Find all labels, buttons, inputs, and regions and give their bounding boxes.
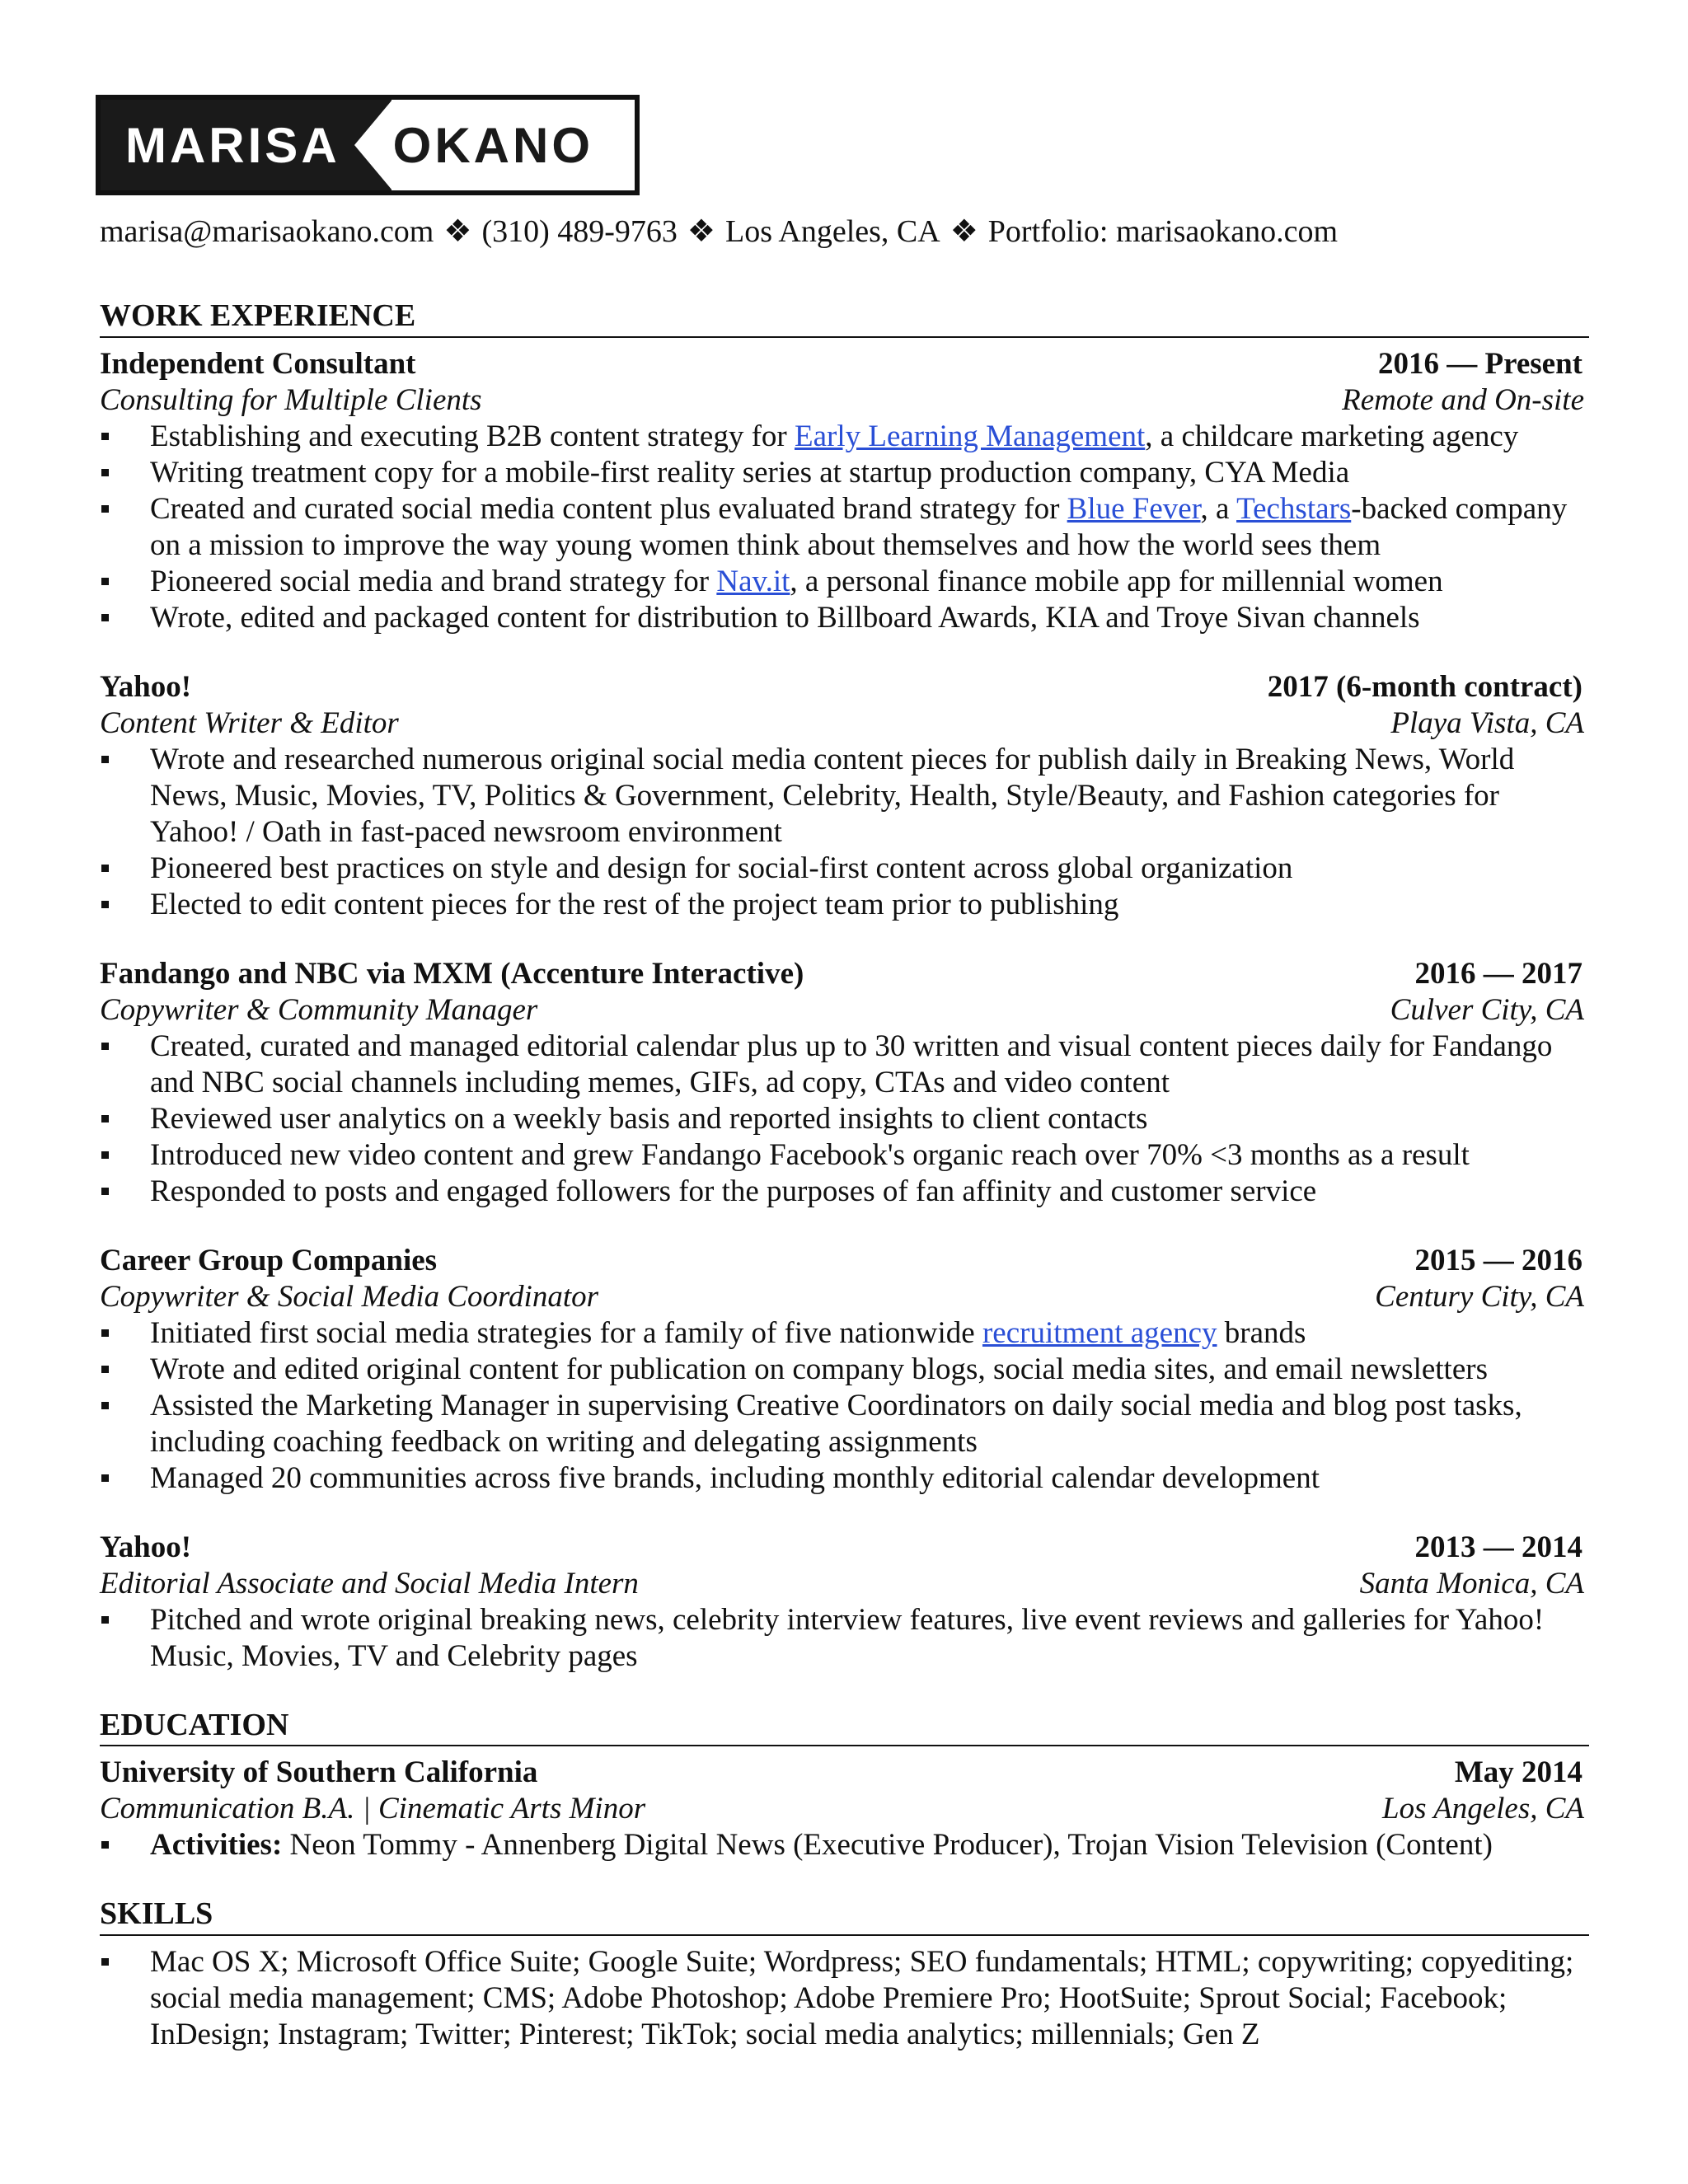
contact-email: marisa@marisaokano.com: [100, 214, 434, 249]
graduation-date: May 2014: [1454, 1755, 1582, 1790]
list-item: [100, 564, 1589, 600]
job-role: Copywriter & Community Manager: [100, 992, 538, 1027]
job-bullets: [100, 419, 1589, 636]
list-item: Reviewed user analytics on a weekly basis and reported insights to client contacts: [100, 1101, 1589, 1137]
job-location: Century City, CA: [1375, 1279, 1584, 1314]
list-item: Managed 20 communities across five brands, including monthly editorial calendar development: [100, 1460, 1589, 1497]
bullet-text: Pioneered social media and brand strategy for: [150, 564, 717, 598]
separator-icon: ❖: [950, 214, 978, 249]
list-item: [100, 419, 1589, 455]
contact-line: [100, 213, 1338, 250]
job-dates: 2016 — Present: [1378, 346, 1582, 381]
list-item: Wrote and edited original content for publication on company blogs, social media sites, and email newsletters: [100, 1352, 1589, 1388]
link-blue-fever[interactable]: Blue Fever: [1067, 491, 1201, 526]
list-item: Wrote and researched numerous original social media content pieces for publish daily in Breaking News, World News, Music, Movies, TV, Politics & Government, Celebrity, Health, Style/Beauty, and Fashion categories for Yahoo! / Oath in fast-paced newsroom environment: [100, 742, 1589, 851]
bullet-text: brands: [1217, 1315, 1306, 1350]
bullet-text: Created and curated social media content plus evaluated brand strategy for: [150, 491, 1067, 526]
bullet-text: , a childcare marketing agency: [1145, 419, 1519, 453]
separator-icon: ❖: [687, 214, 715, 249]
bullet-text: , a personal finance mobile app for millennial women: [790, 564, 1443, 598]
job-bullets: [100, 742, 1589, 923]
list-item: [100, 1315, 1589, 1352]
list-item: [100, 1827, 1589, 1863]
list-item: Responded to posts and engaged followers for the purposes of fan affinity and customer service: [100, 1174, 1589, 1210]
skills-bullets: [100, 1944, 1589, 2053]
job-dates: 2016 — 2017: [1414, 956, 1582, 991]
job-org: Career Group Companies: [100, 1243, 438, 1277]
activities-text: Neon Tommy - Annenberg Digital News (Executive Producer), Trojan Vision Television (Content): [282, 1828, 1493, 1863]
link-recruitment-agency[interactable]: recruitment agency: [982, 1315, 1217, 1350]
list-item: Created, curated and managed editorial calendar plus up to 30 written and visual content pieces daily for Fandango and NBC social channels including memes, GIFs, ad copy, CTAs and video content: [100, 1029, 1589, 1101]
list-item: Writing treatment copy for a mobile-first reality series at startup production company, CYA Media: [100, 455, 1589, 491]
job-dates: 2017 (6-month contract): [1267, 669, 1582, 704]
job-location: Remote and On-site: [1342, 382, 1584, 417]
list-item: Assisted the Marketing Manager in supervising Creative Coordinators on daily social media and blog post tasks, including coaching feedback on writing and delegating assignments: [100, 1388, 1589, 1460]
job-bullets: [100, 1602, 1589, 1675]
list-item: Wrote, edited and packaged content for distribution to Billboard Awards, KIA and Troye Sivan channels: [100, 600, 1589, 636]
job-role: Content Writer & Editor: [100, 705, 399, 740]
school-location: Los Angeles, CA: [1382, 1792, 1584, 1826]
logo-first-name: MARISA: [101, 100, 392, 190]
job-role: Consulting for Multiple Clients: [100, 382, 482, 417]
section-title-work: WORK EXPERIENCE: [100, 298, 1589, 338]
job-entry: [100, 669, 1589, 923]
job-bullets: [100, 1315, 1589, 1497]
link-early-learning-management[interactable]: Early Learning Management: [794, 419, 1146, 453]
bullet-text: -backed company on a mission to improve the way young women think about themselves and how the world sees them: [150, 491, 1568, 562]
job-location: Santa Monica, CA: [1359, 1566, 1584, 1601]
education-entry: [100, 1755, 1589, 1863]
job-org: Yahoo!: [100, 1530, 192, 1564]
section-title-skills: SKILLS: [100, 1896, 1589, 1936]
school-name: University of Southern California: [100, 1755, 538, 1790]
bullet-text: Initiated first social media strategies for a family of five nationwide: [150, 1315, 982, 1350]
link-techstars[interactable]: Techstars: [1236, 491, 1352, 526]
separator-icon: ❖: [443, 214, 472, 249]
link-nav-it[interactable]: Nav.it: [716, 564, 790, 598]
job-bullets: [100, 1029, 1589, 1210]
degree: Communication B.A. | Cinematic Arts Minor: [100, 1792, 646, 1826]
job-entry: [100, 956, 1589, 1210]
contact-portfolio: Portfolio: marisaokano.com: [987, 214, 1339, 249]
list-item: Introduced new video content and grew Fandango Facebook's organic reach over 70% <3 months as a result: [100, 1137, 1589, 1174]
section-title-education: EDUCATION: [100, 1708, 1589, 1747]
job-org: Independent Consultant: [100, 346, 416, 381]
job-entry: [100, 1530, 1589, 1675]
list-item: Mac OS X; Microsoft Office Suite; Google Suite; Wordpress; SEO fundamentals; HTML; copywriting; copyediting; social media management; CMS; Adobe Photoshop; Adobe Premiere Pro; HootSuite; Sprout Social; Facebook; InDesign; Instagram; Twitter; Pinterest; TikTok; social media analytics; millennials; Gen Z: [100, 1944, 1589, 2053]
contact-location: Los Angeles, CA: [725, 214, 940, 249]
logo-last-name: OKANO: [392, 100, 593, 190]
resume-body: [100, 298, 1589, 2053]
job-dates: 2013 — 2014: [1414, 1530, 1582, 1564]
job-org: Fandango and NBC via MXM (Accenture Interactive): [100, 956, 804, 991]
name-logo: [96, 95, 640, 195]
list-item: [100, 491, 1589, 564]
job-location: Culver City, CA: [1390, 992, 1584, 1027]
education-bullets: [100, 1827, 1589, 1863]
list-item: Pioneered best practices on style and design for social-first content across global organization: [100, 851, 1589, 887]
list-item: Pitched and wrote original breaking news, celebrity interview features, live event reviews and galleries for Yahoo! Music, Movies, TV and Celebrity pages: [100, 1602, 1589, 1675]
job-entry: [100, 346, 1589, 636]
job-role: Copywriter & Social Media Coordinator: [100, 1279, 599, 1314]
job-entry: [100, 1243, 1589, 1497]
bullet-text: Establishing and executing B2B content strategy for: [150, 419, 795, 453]
job-org: Yahoo!: [100, 669, 192, 704]
activities-label: Activities:: [150, 1828, 283, 1863]
list-item: Elected to edit content pieces for the rest of the project team prior to publishing: [100, 887, 1589, 923]
job-dates: 2015 — 2016: [1414, 1243, 1582, 1277]
job-role: Editorial Associate and Social Media Intern: [100, 1566, 639, 1601]
contact-phone: (310) 489-9763: [481, 214, 678, 249]
job-location: Playa Vista, CA: [1390, 705, 1584, 740]
bullet-text: , a: [1200, 491, 1237, 526]
